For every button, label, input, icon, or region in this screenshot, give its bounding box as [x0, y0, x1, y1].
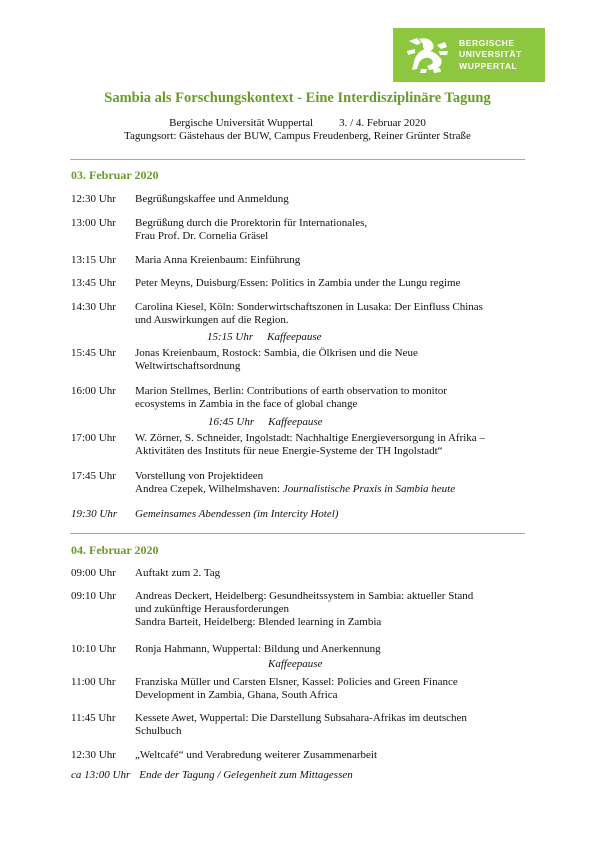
row-line: „Weltcafé“ und Verabredung weiterer Zusammenarbeit	[135, 749, 378, 761]
row-desc	[135, 217, 527, 243]
row-line: Marion Stellmes, Berlin: Contributions of earth observation to monitor	[135, 385, 447, 397]
closing-label: Ende der Tagung / Gelegenheit zum Mittagessen	[139, 769, 353, 781]
row-line: und zukünftige Herausforderungen	[135, 603, 289, 616]
lion-crest-icon	[403, 35, 451, 75]
row-line: Development in Zambia, Ghana, South Africa	[135, 689, 338, 702]
row-desc	[135, 470, 527, 496]
row-time: 09:10 Uhr	[71, 590, 116, 602]
university-name: Bergische Universität Wuppertal	[169, 117, 314, 129]
row-desc	[135, 301, 527, 327]
coffee-break	[208, 416, 323, 428]
row-desc	[135, 385, 527, 411]
logo-line-1: BERGISCHE	[459, 37, 515, 48]
page-title: Sambia als Forschungskontext - Eine Interdisziplinäre Tagung	[104, 90, 491, 106]
row-desc	[135, 643, 527, 656]
venue-line: Tagungsort: Gästehaus der BUW, Campus Freudenberg, Reiner Grünter Straße	[124, 130, 471, 142]
row-line: Begrüßungskaffee und Anmeldung	[135, 193, 289, 205]
row-time: 11:45 Uhr	[71, 712, 116, 724]
row-time: 16:00 Uhr	[71, 385, 116, 397]
logo-line-3: WUPPERTAL	[459, 60, 518, 71]
row-line: Frau Prof. Dr. Cornelia Gräsel	[135, 230, 269, 243]
row-desc	[135, 749, 527, 762]
closing-line	[71, 769, 353, 781]
row-line: und Auswirkungen auf die Region.	[135, 314, 289, 327]
row-line: ecosystems in Zambia in the face of global change	[135, 398, 358, 411]
conference-dates: 3. / 4. Februar 2020	[339, 117, 426, 129]
row-time: 12:30 Uhr	[71, 749, 116, 761]
day2-date: 04. Februar 2020	[71, 543, 159, 557]
row-line: Vorstellung von Projektideen	[135, 470, 264, 482]
row-desc	[135, 590, 527, 630]
coffee-break: Kaffeepause	[268, 658, 323, 670]
row-time: 17:00 Uhr	[71, 432, 116, 444]
row-time: 15:45 Uhr	[71, 347, 116, 359]
row-line: Sandra Barteit, Heidelberg: Blended learning in Zambia	[135, 616, 382, 629]
row-desc	[135, 567, 527, 580]
row-time: 13:00 Uhr	[71, 217, 116, 229]
break-time: 16:45 Uhr	[208, 416, 255, 428]
row-time: 12:30 Uhr	[71, 193, 116, 205]
divider	[70, 533, 525, 534]
row-line: Andreas Deckert, Heidelberg: Gesundheitssystem in Sambia: aktueller Stand	[135, 590, 474, 602]
talk-title: Journalistische Praxis in Sambia heute	[282, 483, 456, 496]
row-line: Peter Meyns, Duisburg/Essen: Politics in Zambia under the Lungu regime	[135, 277, 461, 289]
row-desc	[135, 347, 527, 373]
row-desc	[135, 254, 527, 267]
row-time: 13:15 Uhr	[71, 254, 116, 266]
day1-date: 03. Februar 2020	[71, 168, 159, 182]
row-desc	[135, 712, 527, 738]
row-time: 11:00 Uhr	[71, 676, 116, 688]
row-desc	[135, 277, 527, 290]
closing-time: ca 13:00 Uhr	[71, 769, 131, 781]
row-line: Weltwirtschaftsordnung	[135, 360, 241, 373]
row-line: Ronja Hahmann, Wuppertal: Bildung und Anerkennung	[135, 643, 381, 655]
divider	[70, 159, 525, 160]
row-time: 14:30 Uhr	[71, 301, 116, 313]
row-line: Carolina Kiesel, Köln: Sonderwirtschaftszonen in Lusaka: Der Einfluss Chinas	[135, 301, 483, 313]
row-desc	[135, 508, 527, 521]
row-time: 19:30 Uhr	[71, 508, 118, 520]
logo-wordmark	[459, 38, 522, 73]
row-time: 10:10 Uhr	[71, 643, 116, 655]
break-time: 15:15 Uhr	[207, 331, 254, 343]
row-time: 09:00 Uhr	[71, 567, 116, 579]
row-line: Aktivitäten des Instituts für neue Energie-Systeme der TH Ingolstadt“	[135, 445, 443, 458]
row-line: W. Zörner, S. Schneider, Ingolstadt: Nachhaltige Energieversorgung in Afrika –	[135, 432, 485, 444]
row-line: Schulbuch	[135, 725, 182, 738]
row-time: 13:45 Uhr	[71, 277, 116, 289]
break-label: Kaffeepause	[268, 416, 323, 428]
row-line: Kessete Awet, Wuppertal: Die Darstellung Subsahara-Afrikas im deutschen	[135, 712, 467, 724]
row-line: Auftakt zum 2. Tag	[135, 567, 221, 579]
row-line: Franziska Müller und Carsten Elsner, Kassel: Policies and Green Finance	[135, 676, 458, 688]
row-desc	[135, 193, 527, 206]
row-line: Jonas Kreienbaum, Rostock: Sambia, die Ölkrisen und die Neue	[135, 347, 418, 359]
row-line: Begrüßung durch die Prorektorin für Internationales,	[135, 217, 368, 229]
row-line	[135, 483, 527, 496]
row-line: Gemeinsames Abendessen (im Intercity Hotel)	[135, 508, 339, 520]
row-line: Maria Anna Kreienbaum: Einführung	[135, 254, 301, 266]
row-time: 17:45 Uhr	[71, 470, 116, 482]
break-label: Kaffeepause	[267, 331, 322, 343]
row-desc	[135, 432, 527, 458]
row-desc	[135, 676, 527, 702]
header-university-line	[0, 117, 595, 129]
university-logo	[393, 28, 545, 82]
coffee-break	[207, 331, 322, 343]
presenter: Andrea Czepek, Wilhelmshaven:	[135, 483, 283, 496]
logo-line-2: UNIVERSITÄT	[459, 49, 522, 60]
